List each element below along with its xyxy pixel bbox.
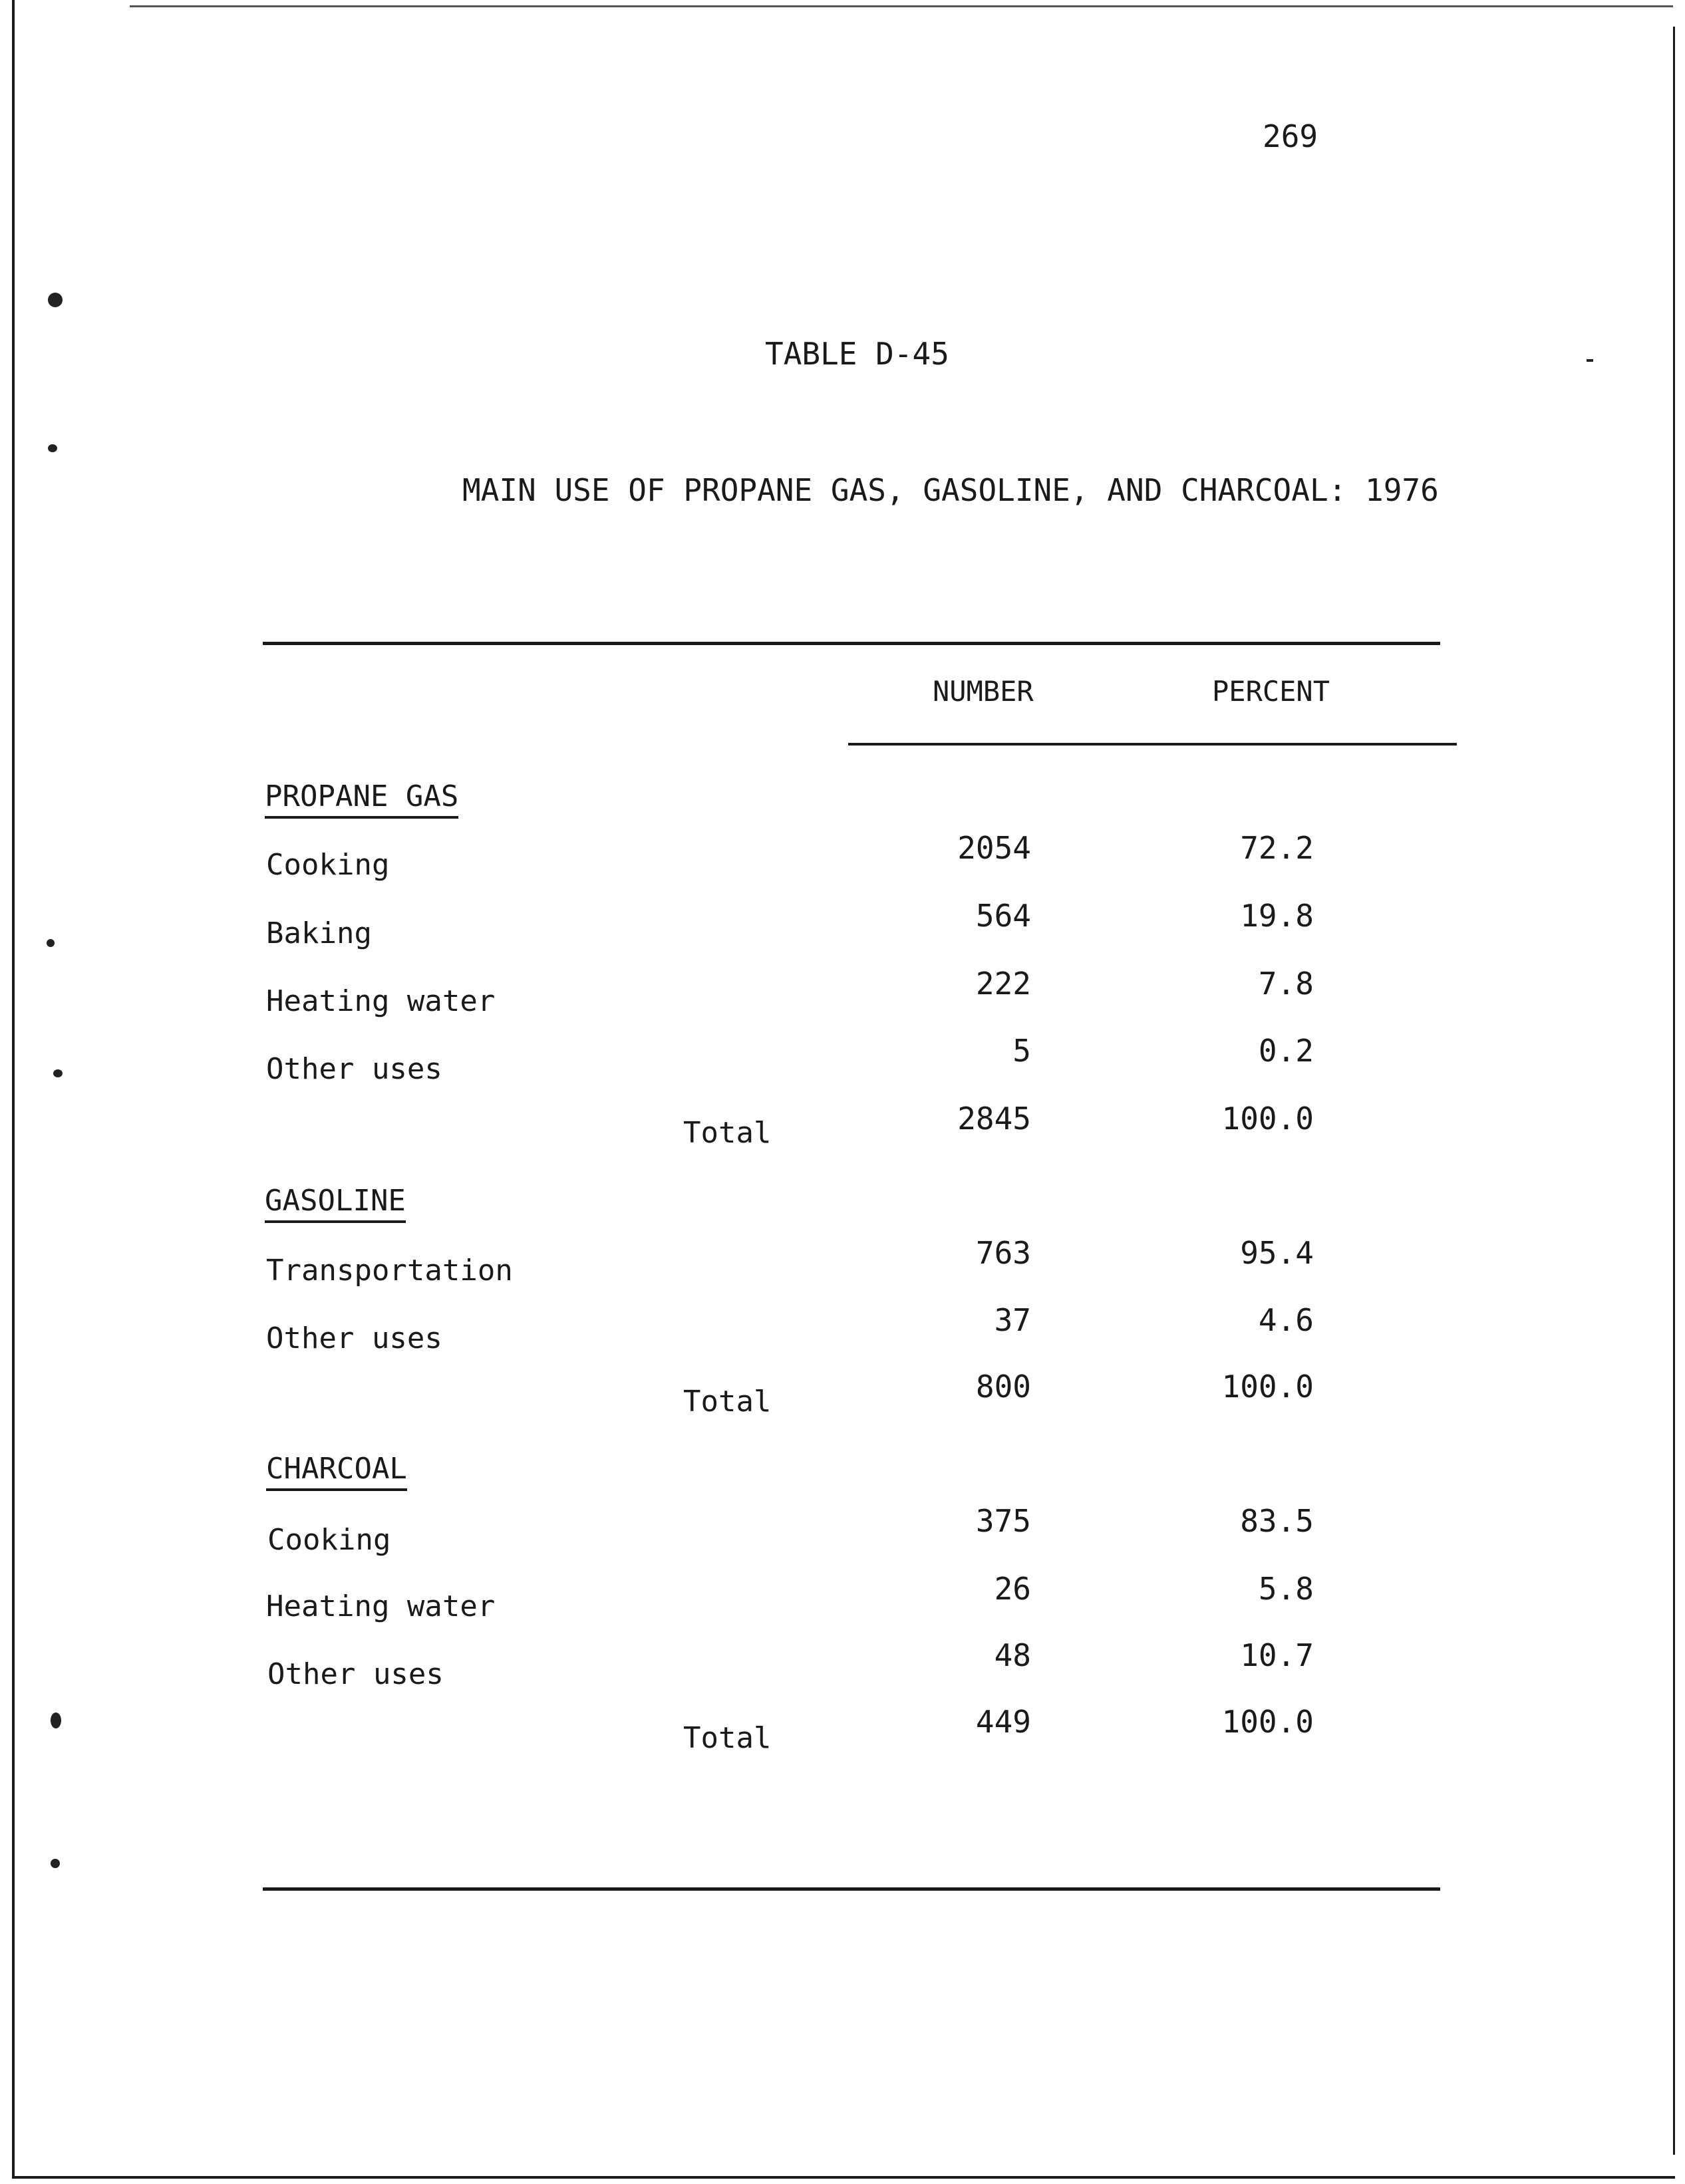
row-label: Heating water — [266, 984, 496, 1018]
row-number: 222 — [975, 966, 1031, 1002]
row-number: 763 — [975, 1235, 1031, 1271]
total-percent: 100.0 — [1221, 1369, 1314, 1405]
column-header-rule — [848, 743, 1457, 746]
row-number: 48 — [994, 1637, 1031, 1673]
total-percent: 100.0 — [1221, 1101, 1314, 1137]
total-label: Total — [683, 1721, 772, 1755]
row-label: Other uses — [267, 1657, 444, 1691]
total-number: 449 — [975, 1704, 1031, 1740]
section-title-charcoal: CHARCOAL — [266, 1452, 407, 1491]
row-percent: 5.8 — [1258, 1571, 1314, 1607]
row-number: 37 — [994, 1302, 1031, 1338]
row-percent: 95.4 — [1240, 1235, 1314, 1271]
table-bottom-rule — [263, 1887, 1440, 1891]
scan-speck — [1587, 359, 1593, 362]
page-bottom-edge — [12, 2176, 1675, 2179]
total-label: Total — [683, 1116, 772, 1150]
row-number: 564 — [975, 898, 1031, 934]
row-label: Other uses — [266, 1321, 442, 1355]
row-percent: 10.7 — [1240, 1637, 1314, 1673]
total-number: 800 — [975, 1369, 1031, 1405]
total-percent: 100.0 — [1221, 1704, 1314, 1740]
page-left-edge — [12, 0, 15, 2178]
total-number: 2845 — [957, 1101, 1031, 1137]
row-percent: 0.2 — [1258, 1033, 1314, 1069]
page-top-edge — [130, 5, 1673, 7]
row-label: Cooking — [266, 848, 390, 882]
row-label: Heating water — [266, 1589, 496, 1623]
table-top-rule — [263, 642, 1440, 645]
scan-speck — [48, 444, 57, 452]
row-number: 2054 — [957, 830, 1031, 866]
scan-speck — [53, 1069, 63, 1077]
column-header-percent: PERCENT — [1212, 675, 1330, 708]
column-header-number: NUMBER — [933, 675, 1034, 708]
table-title: MAIN USE OF PROPANE GAS, GASOLINE, AND CHARCOAL: 1976 — [462, 472, 1439, 508]
section-title-propane-gas: PROPANE GAS — [265, 779, 458, 819]
row-number: 375 — [975, 1503, 1031, 1539]
row-label: Baking — [266, 916, 372, 950]
page-number: 269 — [1263, 118, 1318, 154]
page-right-edge — [1673, 27, 1675, 2155]
row-label: Transportation — [266, 1254, 513, 1288]
scan-speck — [47, 939, 55, 947]
row-percent: 83.5 — [1240, 1503, 1314, 1539]
scan-speck — [48, 293, 63, 307]
section-title-gasoline: GASOLINE — [265, 1184, 406, 1223]
table-label: TABLE D-45 — [765, 336, 949, 372]
row-label: Cooking — [267, 1523, 391, 1557]
row-number: 5 — [1012, 1033, 1031, 1069]
scan-speck — [51, 1712, 61, 1728]
row-number: 26 — [994, 1571, 1031, 1607]
row-percent: 19.8 — [1240, 898, 1314, 934]
scan-speck — [51, 1859, 60, 1868]
row-percent: 7.8 — [1258, 966, 1314, 1002]
total-label: Total — [683, 1385, 772, 1419]
row-label: Other uses — [266, 1052, 442, 1086]
row-percent: 72.2 — [1240, 830, 1314, 866]
row-percent: 4.6 — [1258, 1302, 1314, 1338]
